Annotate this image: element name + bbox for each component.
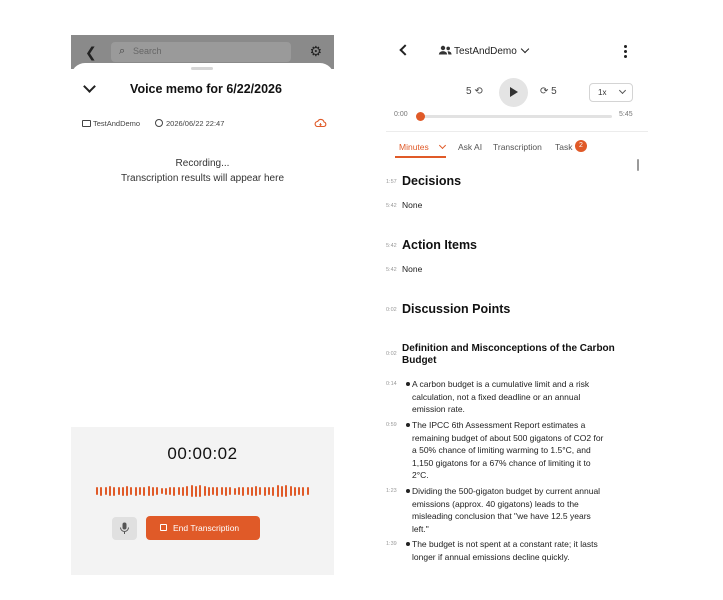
people-icon xyxy=(438,45,452,55)
action-items-text: None xyxy=(402,264,423,274)
waveform-bar xyxy=(182,487,184,496)
waveform-bar xyxy=(139,487,141,495)
tab-task[interactable]: Task xyxy=(555,142,573,152)
waveform-bar xyxy=(130,487,132,495)
chevron-down-icon xyxy=(619,87,626,94)
task-count-badge: 2 xyxy=(575,140,587,152)
forward-button[interactable] xyxy=(540,86,557,97)
waveform-bar xyxy=(195,486,197,497)
tab-minutes[interactable]: Minutes xyxy=(399,142,429,152)
timestamp[interactable]: 1:39 xyxy=(386,541,397,547)
forward-icon: ⟳ xyxy=(540,86,549,97)
timestamp[interactable]: 0:02 xyxy=(386,307,397,313)
search-bar[interactable] xyxy=(111,42,291,62)
bullet-icon xyxy=(406,382,410,386)
recording-controls xyxy=(71,427,334,575)
section-title-decisions: Decisions xyxy=(402,174,462,188)
chevron-down-icon[interactable] xyxy=(83,80,96,93)
bullet-icon xyxy=(406,423,410,427)
project-title: TestAndDemo xyxy=(454,46,517,57)
timestamp[interactable]: 0:59 xyxy=(386,422,397,428)
waveform-bar xyxy=(247,487,249,495)
waveform-bar xyxy=(229,487,231,495)
back-icon[interactable]: ❮ xyxy=(85,44,97,60)
memo-title: Voice memo for 6/22/2026 xyxy=(130,82,282,96)
waveform-bar xyxy=(118,487,120,495)
playback-progress-handle[interactable] xyxy=(416,112,425,121)
memo-datetime: 2026/06/22 22:47 xyxy=(166,119,225,128)
waveform-bar xyxy=(169,487,171,495)
waveform-bar xyxy=(135,487,137,496)
waveform-bar xyxy=(251,487,253,496)
rewind-button[interactable] xyxy=(466,86,483,97)
recording-status: Recording... xyxy=(175,158,230,169)
stop-icon xyxy=(160,524,167,531)
waveform-bar xyxy=(100,487,102,496)
tab-transcription[interactable]: Transcription xyxy=(493,142,542,152)
minutes-screen xyxy=(386,35,648,575)
bullet-text: Dividing the 500-gigaton budget by current annual emissions (approx. 40 gigatons) leads to the misleading conclusion that "we have 12.5 years left." xyxy=(412,486,601,534)
bullet-text: A carbon budget is a cumulative limit and a risk calculation, not a fixed deadline or an annual emission rate. xyxy=(412,379,590,415)
recording-timer: 00:00:02 xyxy=(167,444,238,463)
waveform-bar xyxy=(216,487,218,496)
waveform-bar xyxy=(109,486,111,496)
playback-progress-track[interactable] xyxy=(419,115,612,118)
end-transcription-label: End Transcription xyxy=(173,523,240,533)
timestamp[interactable]: 1:57 xyxy=(386,179,397,185)
waveform-bar xyxy=(307,487,309,495)
tab-bar xyxy=(386,137,648,157)
waveform-bar xyxy=(186,486,188,496)
section-title-discussion-points: Discussion Points xyxy=(402,302,511,316)
back-icon[interactable] xyxy=(399,44,410,55)
clock-icon xyxy=(155,119,163,127)
sheet-drag-handle[interactable] xyxy=(191,67,213,70)
microphone-button[interactable] xyxy=(112,517,137,540)
audio-waveform xyxy=(96,485,311,497)
waveform-bar xyxy=(238,487,240,495)
end-transcription-button[interactable] xyxy=(146,516,260,540)
search-icon: ⌕ xyxy=(119,45,126,57)
waveform-bar xyxy=(152,487,154,496)
time-elapsed: 0:00 xyxy=(394,111,408,118)
rewind-seconds: 5 xyxy=(466,86,472,97)
playback-speed-value: 1x xyxy=(598,88,607,97)
recording-hint: Transcription results will appear here xyxy=(120,173,285,184)
active-tab-indicator xyxy=(395,156,446,158)
waveform-bar xyxy=(302,487,304,496)
waveform-bar xyxy=(294,487,296,496)
chevron-down-icon xyxy=(521,45,529,53)
divider xyxy=(386,131,648,132)
folder-icon xyxy=(82,120,91,127)
bullet-text: The budget is not spent at a constant rate; it lasts longer if annual emissions decline quickly. xyxy=(412,539,598,562)
section-title-action-items: Action Items xyxy=(402,238,478,252)
waveform-bar xyxy=(259,487,261,495)
timestamp[interactable]: 5:42 xyxy=(386,203,397,209)
timestamp[interactable]: 0:02 xyxy=(386,351,397,357)
waveform-bar xyxy=(126,486,128,496)
waveform-bar xyxy=(178,487,180,495)
cloud-sync-icon[interactable] xyxy=(314,118,327,128)
search-placeholder: Search xyxy=(133,46,162,56)
waveform-bar xyxy=(161,488,163,494)
waveform-bar xyxy=(212,487,214,495)
waveform-bar xyxy=(204,486,206,496)
waveform-bar xyxy=(191,485,193,497)
waveform-bar xyxy=(165,488,167,495)
waveform-bar xyxy=(242,487,244,496)
recording-status-area xyxy=(71,156,334,186)
forward-seconds: 5 xyxy=(551,86,557,97)
scrollbar[interactable] xyxy=(637,159,639,171)
waveform-bar xyxy=(148,486,150,496)
waveform-bar xyxy=(122,487,124,496)
timestamp[interactable]: 0:14 xyxy=(386,381,397,387)
waveform-bar xyxy=(268,487,270,495)
waveform-bar xyxy=(113,487,115,496)
waveform-bar xyxy=(96,487,98,495)
bullet-icon xyxy=(406,489,410,493)
waveform-bar xyxy=(272,487,274,496)
rewind-icon: ⟲ xyxy=(474,86,483,97)
waveform-bar xyxy=(173,487,175,496)
waveform-bar xyxy=(298,487,300,495)
microphone-icon xyxy=(119,522,130,535)
recording-screen xyxy=(71,35,334,575)
waveform-bar xyxy=(156,487,158,495)
waveform-bar xyxy=(277,485,279,497)
time-total: 5:45 xyxy=(619,111,633,118)
waveform-bar xyxy=(234,488,236,495)
decisions-text: None xyxy=(402,200,423,210)
waveform-bar xyxy=(105,487,107,495)
tab-ask-ai[interactable]: Ask AI xyxy=(458,142,483,152)
timestamp[interactable]: 5:42 xyxy=(386,267,397,273)
more-options-icon[interactable] xyxy=(624,45,627,59)
waveform-bar xyxy=(285,485,287,497)
gear-icon[interactable]: ⚙ xyxy=(309,43,322,59)
memo-meta xyxy=(82,119,327,133)
bullet-icon xyxy=(406,542,410,546)
memo-project: TestAndDemo xyxy=(93,119,141,128)
timestamp[interactable]: 1:23 xyxy=(386,488,397,494)
waveform-bar xyxy=(225,487,227,496)
waveform-bar xyxy=(290,486,292,496)
timestamp[interactable]: 5:42 xyxy=(386,243,397,249)
waveform-bar xyxy=(208,487,210,496)
playback-speed-select[interactable] xyxy=(589,83,633,102)
chevron-down-icon[interactable] xyxy=(439,142,446,149)
waveform-bar xyxy=(199,485,201,497)
waveform-bar xyxy=(281,486,283,497)
subsection-title: Definition and Misconceptions of the Carbon Budget xyxy=(402,343,615,366)
waveform-bar xyxy=(255,486,257,496)
waveform-bar xyxy=(143,487,145,496)
waveform-bar xyxy=(221,487,223,495)
waveform-bar xyxy=(264,487,266,496)
play-button[interactable] xyxy=(499,78,528,107)
play-icon xyxy=(510,87,518,97)
bullet-text: The IPCC 6th Assessment Report estimates a remaining budget of about 500 gigatons of CO2 for a 50% chance of limiting warming to 1.5°C, and 1,150 gigatons for a 67% chance of limiting it to 2°C. xyxy=(412,420,604,481)
